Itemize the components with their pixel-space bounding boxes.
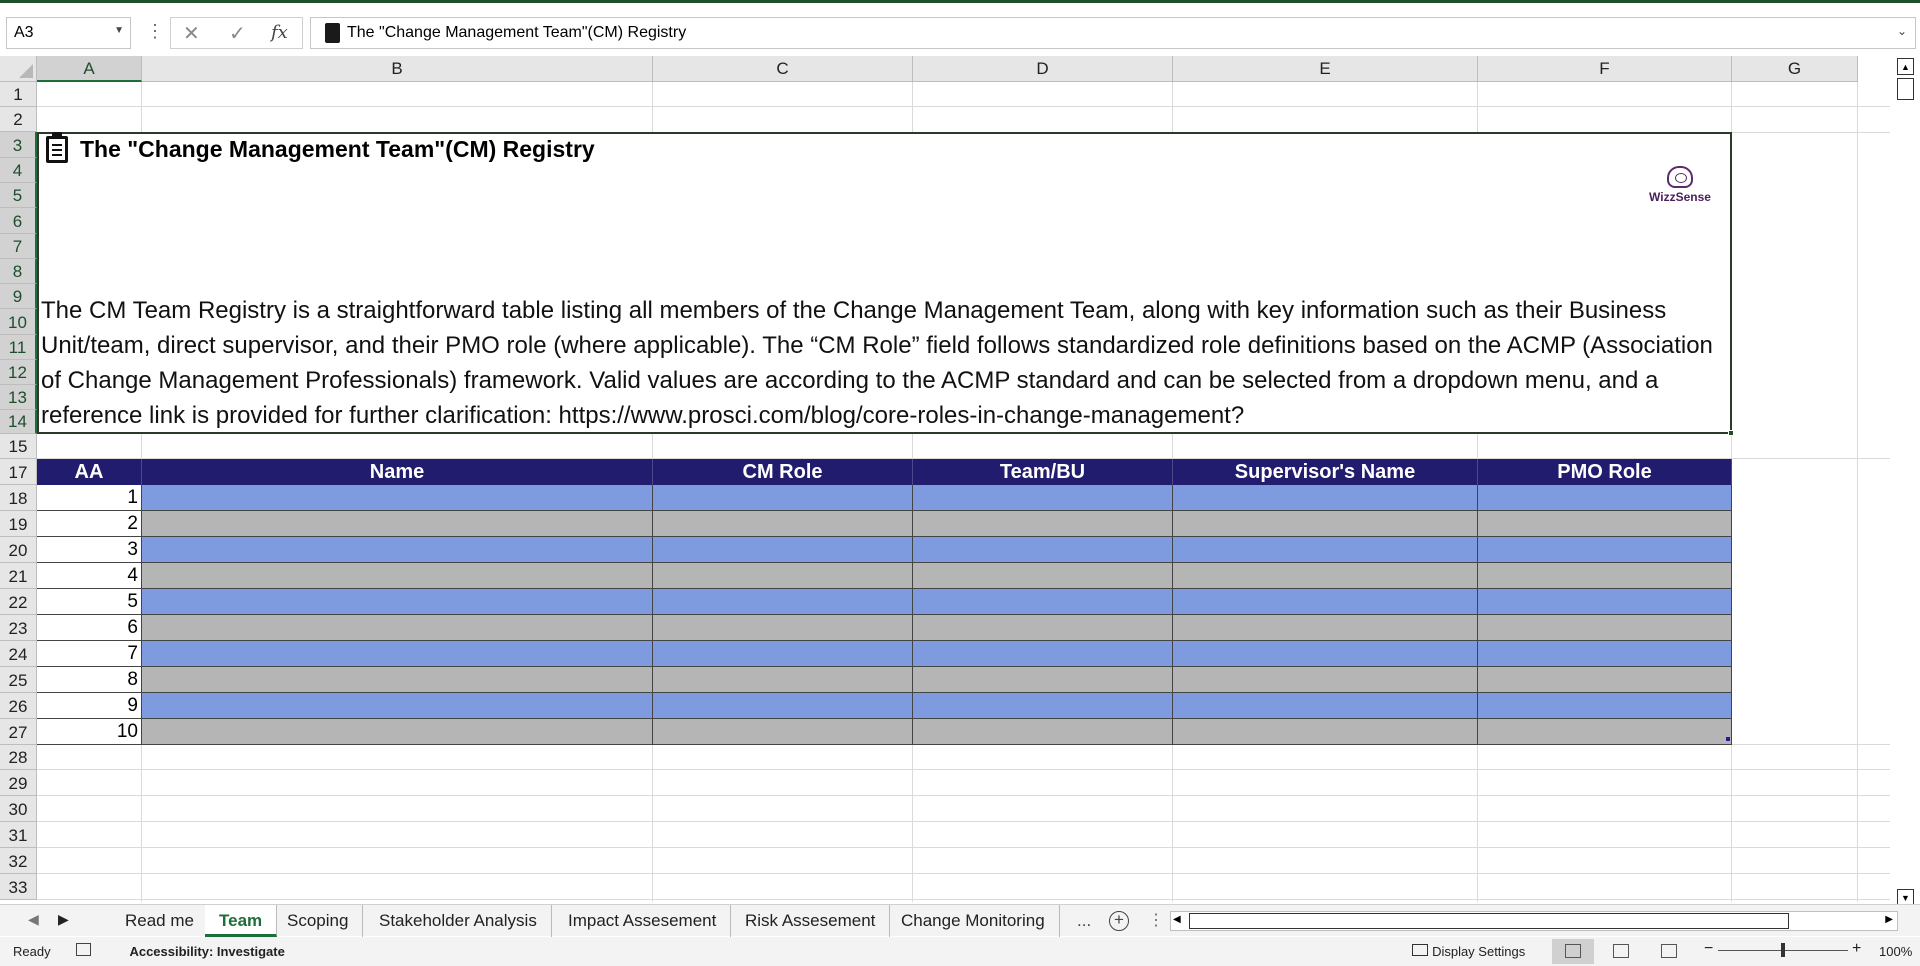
zoom-in-button[interactable]: +	[1852, 940, 1862, 957]
expand-formula-icon[interactable]: ⌄	[1896, 24, 1907, 38]
gridline	[37, 106, 1890, 107]
select-all-button[interactable]	[0, 56, 37, 82]
table-cell[interactable]	[142, 615, 653, 641]
formula-bar	[0, 3, 1920, 54]
row-header[interactable]: 15	[0, 434, 37, 459]
row-header[interactable]: 33	[0, 874, 37, 900]
table-header-cm-role[interactable]: CM Role	[653, 459, 913, 485]
table-cell[interactable]	[1478, 537, 1732, 563]
insert-function-icon[interactable]: fx	[271, 22, 288, 43]
table-cell[interactable]	[653, 485, 913, 511]
fill-handle[interactable]	[1728, 430, 1734, 436]
table-cell[interactable]	[142, 589, 653, 615]
row-header[interactable]: 14	[0, 410, 37, 434]
row-header[interactable]: 29	[0, 770, 37, 796]
table-cell[interactable]	[1173, 719, 1478, 745]
table-header-name[interactable]: Name	[142, 459, 653, 485]
cancel-icon[interactable]: ✕	[183, 23, 200, 45]
table-header-team-bu[interactable]: Team/BU	[913, 459, 1173, 485]
table-cell[interactable]	[913, 615, 1173, 641]
table-cell[interactable]	[913, 563, 1173, 589]
accessibility-status-label: Accessibility: Investigate	[129, 944, 285, 959]
scroll-down-icon[interactable]: ▼	[1897, 889, 1914, 906]
wizzsense-logo	[1646, 166, 1714, 204]
tab-risk-assesement[interactable]: Risk Assesement	[731, 905, 890, 937]
formula-input[interactable]	[310, 17, 1916, 49]
row-header[interactable]: 12	[0, 360, 37, 385]
table-row-number[interactable]: 4	[37, 563, 142, 589]
scroll-up-icon[interactable]: ▲	[1897, 58, 1914, 75]
enter-icon[interactable]: ✓	[229, 23, 246, 45]
sheet-description: The CM Team Registry is a straightforward table listing all members of the Change Management Team, along with key information such as their Business Unit/team, direct supervisor, and their PMO role (where applicable). The “CM Role” field follows standardized role definitions based on the ACMP (Association of Change Management Professionals) framework. Valid values are according to the ACMP standard and can be selected from a dropdown menu, and a reference link is provided for further clarification: https://www.prosci.com/blog/core-roles-in-change-management?	[41, 297, 1713, 429]
worksheet-grid[interactable]	[0, 56, 1890, 902]
row-header[interactable]: 23	[0, 615, 37, 641]
tab-read-me[interactable]: Read me	[111, 905, 209, 937]
table-cell[interactable]	[913, 719, 1173, 745]
column-header-b[interactable]: B	[142, 56, 653, 82]
table-cell[interactable]	[653, 667, 913, 693]
row-header[interactable]: 24	[0, 641, 37, 667]
table-cell[interactable]	[1478, 563, 1732, 589]
more-options-icon[interactable]: ⋮	[146, 21, 164, 41]
table-cell[interactable]	[1478, 719, 1732, 745]
status-ready: Ready	[13, 944, 51, 959]
row-header[interactable]: 3	[0, 132, 37, 158]
normal-view-button[interactable]	[1552, 939, 1594, 964]
row-header[interactable]: 7	[0, 234, 37, 259]
table-cell[interactable]	[142, 485, 653, 511]
scroll-right-icon[interactable]: ▶	[1885, 914, 1893, 925]
row-header[interactable]: 6	[0, 208, 37, 234]
table-header-pmo-role[interactable]: PMO Role	[1478, 459, 1732, 485]
table-cell[interactable]	[1173, 537, 1478, 563]
page-layout-view-button[interactable]	[1600, 939, 1642, 964]
row-header[interactable]: 30	[0, 796, 37, 822]
sheet-title-text: The "Change Management Team"(CM) Registry	[80, 136, 595, 162]
row-header[interactable]: 2	[0, 107, 37, 132]
table-row-number[interactable]: 8	[37, 667, 142, 693]
table-cell[interactable]	[653, 641, 913, 667]
row-header[interactable]: 32	[0, 848, 37, 874]
row-header[interactable]: 25	[0, 667, 37, 693]
gridline	[37, 847, 1890, 848]
table-cell[interactable]	[1478, 693, 1732, 719]
page-layout-icon	[1613, 944, 1629, 958]
table-row-number[interactable]: 5	[37, 589, 142, 615]
zoom-slider-knob[interactable]	[1781, 943, 1785, 957]
row-header[interactable]: 11	[0, 335, 37, 360]
clipboard-icon	[325, 23, 340, 43]
row-header[interactable]: 18	[0, 485, 37, 511]
name-box-value: A3	[14, 24, 34, 41]
table-cell[interactable]	[1478, 485, 1732, 511]
table-cell[interactable]	[1173, 641, 1478, 667]
vertical-scrollbar[interactable]	[1893, 56, 1920, 906]
formula-buttons	[170, 17, 303, 49]
row-header[interactable]: 27	[0, 719, 37, 745]
formula-content: The "Change Management Team"(CM) Registry	[347, 24, 687, 41]
table-cell[interactable]	[142, 537, 653, 563]
table-cell[interactable]	[1478, 667, 1732, 693]
macro-record-icon[interactable]	[76, 943, 91, 956]
name-box[interactable]	[6, 17, 131, 49]
table-cell[interactable]	[1173, 693, 1478, 719]
page-break-view-button[interactable]	[1648, 939, 1690, 964]
table-cell[interactable]	[1478, 641, 1732, 667]
row-header[interactable]: 31	[0, 822, 37, 848]
table-cell[interactable]	[653, 511, 913, 537]
row-header[interactable]: 20	[0, 537, 37, 563]
row-header[interactable]: 17	[0, 459, 37, 485]
gridline	[37, 795, 1890, 796]
table-cell[interactable]	[142, 511, 653, 537]
status-bar	[0, 937, 1920, 966]
horizontal-scroll-thumb[interactable]	[1189, 913, 1789, 929]
tab-team[interactable]: Team	[205, 905, 277, 937]
table-cell[interactable]	[913, 485, 1173, 511]
sheet-tab-bar	[0, 904, 1920, 936]
row-header[interactable]: 13	[0, 385, 37, 410]
display-settings-button[interactable]	[1414, 944, 1525, 959]
table-cell[interactable]	[1173, 667, 1478, 693]
table-cell[interactable]	[913, 693, 1173, 719]
table-cell[interactable]	[142, 641, 653, 667]
column-header-g[interactable]: G	[1732, 56, 1858, 82]
tab-impact-assesement[interactable]: Impact Assesement	[554, 905, 731, 937]
row-header[interactable]: 8	[0, 259, 37, 284]
table-cell[interactable]	[913, 641, 1173, 667]
gridline	[37, 821, 1890, 822]
table-cell[interactable]	[653, 693, 913, 719]
horizontal-scrollbar[interactable]	[1170, 911, 1898, 931]
table-cell[interactable]	[1173, 485, 1478, 511]
table-cell[interactable]	[1173, 589, 1478, 615]
table-row-number[interactable]: 2	[37, 511, 142, 537]
tab-prev-icon[interactable]: ◀	[28, 911, 39, 927]
table-resize-handle[interactable]	[1726, 737, 1730, 741]
table-cell[interactable]	[653, 719, 913, 745]
row-header[interactable]: 28	[0, 745, 37, 770]
column-header-c[interactable]: C	[653, 56, 913, 82]
column-header-e[interactable]: E	[1173, 56, 1478, 82]
accessibility-status[interactable]	[115, 944, 285, 959]
row-header[interactable]: 1	[0, 82, 37, 107]
table-cell[interactable]	[1478, 615, 1732, 641]
display-settings-label: Display Settings	[1432, 944, 1526, 959]
column-header-d[interactable]: D	[913, 56, 1173, 82]
scroll-left-icon[interactable]: ◀	[1173, 914, 1181, 925]
add-sheet-button[interactable]: +	[1109, 911, 1129, 931]
zoom-out-button[interactable]: −	[1704, 940, 1714, 957]
table-cell[interactable]	[1173, 563, 1478, 589]
tab-next-icon[interactable]: ▶	[58, 911, 69, 927]
column-header-f[interactable]: F	[1478, 56, 1732, 82]
table-header-supervisor[interactable]: Supervisor's Name	[1173, 459, 1478, 485]
table-row-number[interactable]: 9	[37, 693, 142, 719]
row-header[interactable]: 5	[0, 183, 37, 208]
table-cell[interactable]	[1478, 589, 1732, 615]
table-cell[interactable]	[913, 667, 1173, 693]
row-header[interactable]: 21	[0, 563, 37, 589]
row-header[interactable]: 9	[0, 284, 37, 309]
brain-head-icon	[1667, 166, 1693, 188]
table-row-number[interactable]: 10	[37, 719, 142, 745]
sheet-title	[46, 136, 595, 163]
table-cell[interactable]	[653, 589, 913, 615]
table-cell[interactable]	[142, 667, 653, 693]
row-header[interactable]: 19	[0, 511, 37, 537]
table-row-number[interactable]: 6	[37, 615, 142, 641]
logo-text: WizzSense	[1649, 190, 1711, 204]
table-row-number[interactable]: 3	[37, 537, 142, 563]
normal-view-icon	[1565, 944, 1581, 958]
table-header-aa[interactable]: AA	[37, 459, 142, 485]
row-header[interactable]: 26	[0, 693, 37, 719]
table-cell[interactable]	[142, 693, 653, 719]
row-header[interactable]: 4	[0, 158, 37, 183]
table-cell[interactable]	[913, 589, 1173, 615]
gridline	[37, 769, 1890, 770]
tab-scoping[interactable]: Scoping	[273, 905, 363, 937]
row-header[interactable]: 10	[0, 309, 37, 335]
gridline	[1857, 82, 1858, 902]
table-cell[interactable]	[142, 563, 653, 589]
page-break-icon	[1661, 944, 1677, 958]
table-cell[interactable]	[1173, 615, 1478, 641]
table-cell[interactable]	[1173, 511, 1478, 537]
table-cell[interactable]	[653, 615, 913, 641]
gridline	[37, 899, 1890, 900]
clipboard-icon	[46, 136, 68, 163]
gridline	[37, 873, 1890, 874]
table-cell[interactable]	[913, 511, 1173, 537]
tab-options-icon[interactable]: ⋮	[1148, 912, 1164, 929]
table-cell[interactable]	[1478, 511, 1732, 537]
tab-change-monitoring[interactable]: Change Monitoring	[887, 905, 1060, 937]
zoom-level[interactable]: 100%	[1879, 944, 1913, 959]
row-header[interactable]: 22	[0, 589, 37, 615]
table-cell[interactable]	[142, 719, 653, 745]
table-cell[interactable]	[653, 563, 913, 589]
table-cell[interactable]	[653, 537, 913, 563]
vertical-scroll-thumb[interactable]	[1897, 78, 1914, 100]
tab-stakeholder-analysis[interactable]: Stakeholder Analysis	[365, 905, 552, 937]
column-header-a[interactable]: A	[37, 56, 142, 82]
table-row-number[interactable]: 7	[37, 641, 142, 667]
table-cell[interactable]	[913, 537, 1173, 563]
table-row-number[interactable]: 1	[37, 485, 142, 511]
more-sheets-button[interactable]: ...	[1077, 911, 1092, 930]
chevron-down-icon[interactable]: ▼	[114, 25, 124, 36]
